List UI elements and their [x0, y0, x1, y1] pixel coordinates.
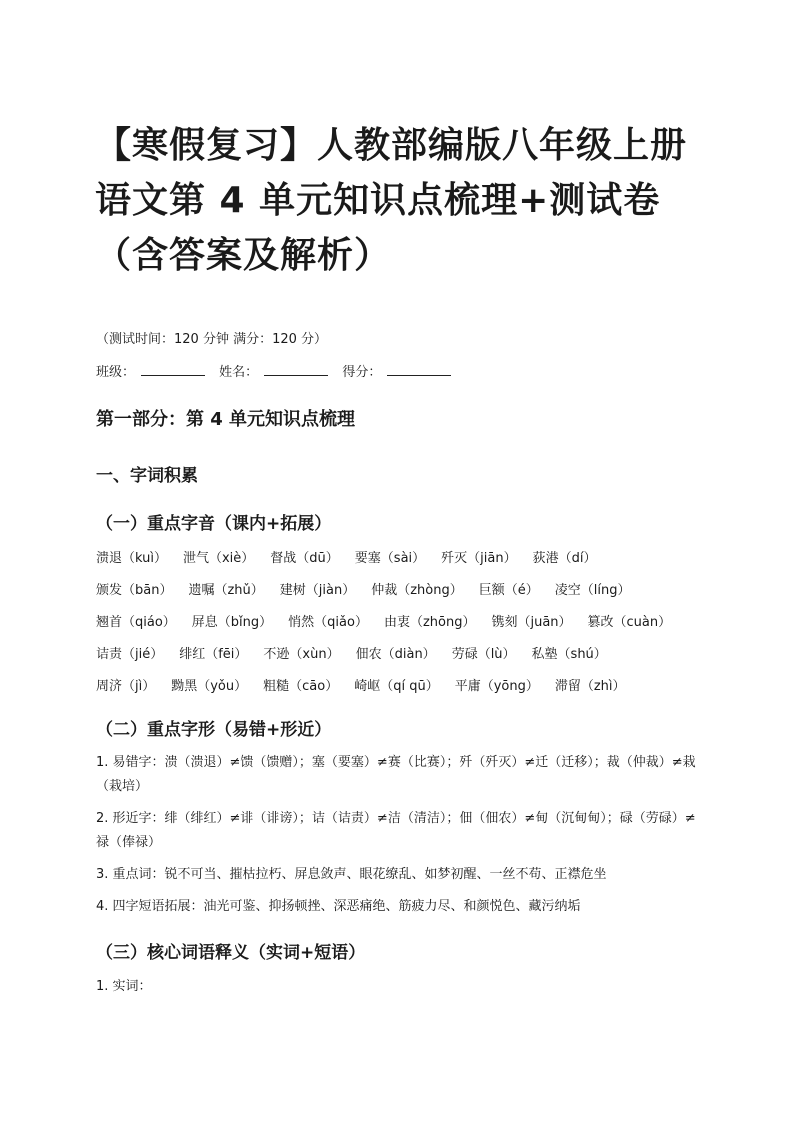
- pronunciation-item: 黝黑（yǒu）: [171, 679, 248, 694]
- pronunciation-item: 巨额（é）: [478, 583, 539, 598]
- pronunciation-item: 翘首（qiáo）: [96, 615, 176, 630]
- sub3-item: 1. 实词：: [96, 979, 152, 994]
- pronunciation-item: 镌刻（juān）: [491, 615, 572, 630]
- pronunciation-item: 崎岖（qí qū）: [354, 679, 439, 694]
- pronunciation-item: 私塾（shú）: [531, 647, 607, 662]
- pronunciation-item: 周济（jì）: [96, 679, 156, 694]
- pronunciation-item: 督战（dū）: [270, 551, 339, 566]
- pronunciation-item: 歼灭（jiān）: [441, 551, 517, 566]
- pronunciation-item: 滞留（zhì）: [554, 679, 626, 694]
- name-blank: [264, 363, 328, 376]
- pronunciation-item: 仲裁（zhòng）: [371, 583, 463, 598]
- pronunciation-item: 泄气（xiè）: [182, 551, 255, 566]
- document-title: 【寒假复习】人教部编版八年级上册语文第 4 单元知识点梳理+测试卷（含答案及解析）: [95, 125, 688, 276]
- test-time-line: （测试时间：120 分钟 满分：120 分）: [96, 332, 328, 347]
- class-label: 班级：: [96, 365, 136, 380]
- pronunciation-row: [96, 547, 612, 566]
- pronunciation-item: 建树（jiàn）: [279, 583, 356, 598]
- section1-heading: 一、字词积累: [96, 466, 198, 486]
- pronunciation-row: [96, 675, 642, 694]
- pronunciation-item: 荻港（dí）: [532, 551, 597, 566]
- pronunciation-row: [96, 611, 687, 630]
- pronunciation-item: 篡改（cuàn）: [587, 615, 672, 630]
- pronunciation-item: 粗糙（cāo）: [263, 679, 339, 694]
- sub3-heading: （三）核心词语释义（实词+短语）: [96, 943, 366, 963]
- pronunciation-item: 悄然（qiǎo）: [288, 615, 368, 630]
- pronunciation-item: 不逊（xùn）: [263, 647, 340, 662]
- pronunciation-row: [96, 643, 623, 662]
- pronunciation-item: 溃退（kuì）: [96, 551, 167, 566]
- glyph-item: 3. 重点词：锐不可当、摧枯拉朽、屏息敛声、眼花缭乱、如梦初醒、一丝不苟、正襟危坐: [96, 867, 607, 882]
- pronunciation-item: 颁发（bān）: [96, 583, 173, 598]
- pronunciation-item: 平庸（yōng）: [454, 679, 539, 694]
- pronunciation-item: 由衷（zhōng）: [383, 615, 476, 630]
- sub2-heading: （二）重点字形（易错+形近）: [96, 720, 332, 740]
- pronunciation-item: 佃农（diàn）: [355, 647, 436, 662]
- pronunciation-row: [96, 579, 646, 598]
- pronunciation-item: 绯红（fēi）: [179, 647, 248, 662]
- pronunciation-item: 凌空（líng）: [554, 583, 631, 598]
- pronunciation-item: 屏息（bǐng）: [191, 615, 273, 630]
- class-blank: [141, 363, 205, 376]
- student-info-line: [96, 361, 461, 380]
- score-blank: [387, 363, 451, 376]
- glyph-item: 1. 易错字：溃（溃退）≠馈（馈赠）；塞（要塞）≠赛（比赛）；歼（歼灭）≠迁（迁移）；裁（仲裁）≠栽（栽培）: [96, 755, 696, 794]
- glyph-item: 4. 四字短语拓展：油光可鉴、抑扬顿挫、深恶痛绝、筋疲力尽、和颜悦色、藏污纳垢: [96, 899, 581, 914]
- glyph-item: 2. 形近字：绯（绯红）≠诽（诽谤）；诘（诘责）≠洁（清洁）；佃（佃农）≠甸（沉甸甸）；碌（劳碌）≠禄（俸禄）: [96, 811, 696, 850]
- sub1-heading: （一）重点字音（课内+拓展）: [96, 514, 332, 534]
- pronunciation-item: 诘责（jié）: [96, 647, 164, 662]
- pronunciation-item: 遗嘱（zhǔ）: [188, 583, 264, 598]
- part1-heading: 第一部分：第 4 单元知识点梳理: [96, 409, 356, 430]
- score-label: 得分：: [342, 365, 382, 380]
- name-label: 姓名：: [219, 365, 259, 380]
- pronunciation-item: 劳碌（lù）: [451, 647, 516, 662]
- pronunciation-item: 要塞（sài）: [354, 551, 426, 566]
